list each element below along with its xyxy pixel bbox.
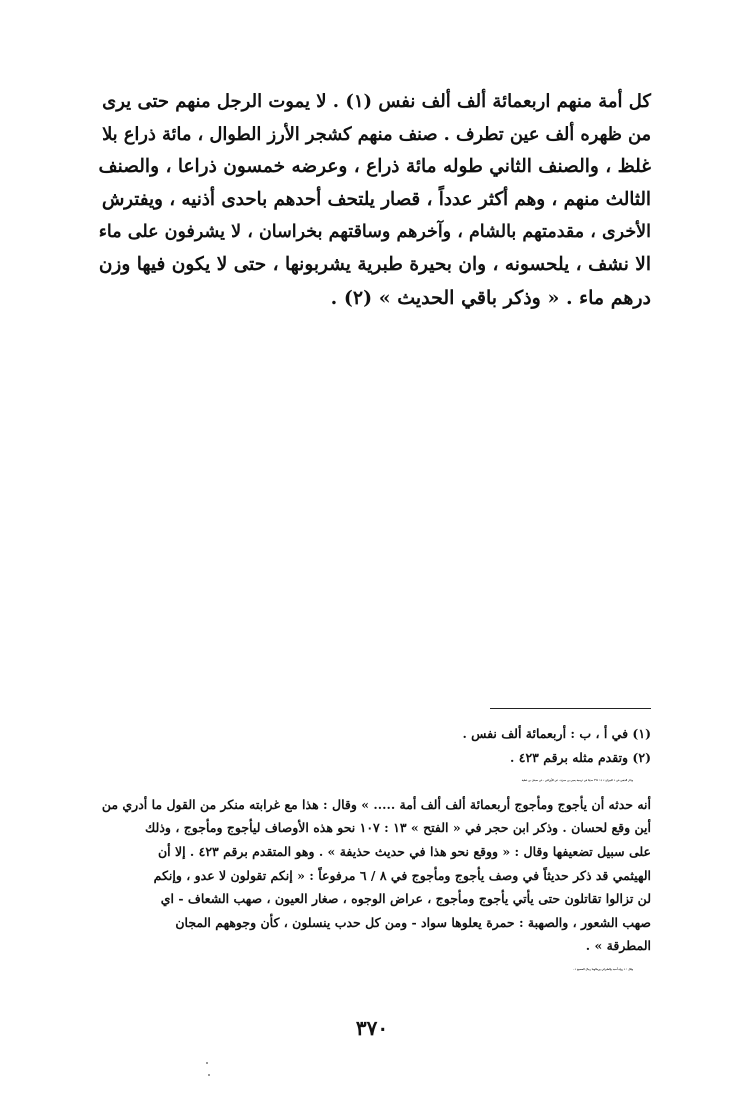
footnote-2-line: وقال : « رواه أحمد والطبراني ورجالهما رجال الصحيح » . bbox=[572, 967, 633, 971]
footnote-2-line: الهيثمي قد ذكر حديثاً في وصف يأجوج ومأجوج في ٨ / ٦ مرفوعاً : « إنكم تقولون لا عدو ، وإنكم bbox=[153, 867, 651, 883]
scan-speck bbox=[206, 1062, 208, 1064]
footnote-2-line: أين وقع لحسان . وذكر ابن حجر في « الفتح » ١٣ : ١٠٧ نحو هذه الأوصاف ليأجوج ومأجوج ، وذلك bbox=[145, 820, 651, 836]
footnote-2-line: على سبيل تضعيفها وقال : « ووقع نحو هذا في حديث حذيفة » . وهو المتقدم برقم ٤٢٣ . إلا أن bbox=[157, 843, 651, 859]
footnote-2-line: المطرقة » . bbox=[585, 938, 651, 954]
footnote-2-line: لن تزالوا تقاتلون حتى يأتي يأجوج ومأجوج ، عراض الوجوه ، صغار العيون ، صهب الشعاف - اي bbox=[160, 891, 651, 907]
footnote-2-line: صهب الشعور ، والصهبة : حمرة يعلوها سواد - ومن كل حدب ينسلون ، كأن وجوههم المجان bbox=[175, 914, 651, 930]
footnote-2-line: وذكر الذهبي في « الميزان » ٤ : ٣٦٩ حديثا في ترجمة يحيى بن حمزة ، عن الأوزاعي ، عن حسان بن عطية bbox=[521, 779, 633, 783]
main-text-line: الا نشف ، يلحسونه ، وان بحيرة طبرية يشربونها ، حتى لا يكون فيها وزن bbox=[98, 253, 651, 275]
main-text-line: من ظهره ألف عين تطرف . صنف منهم كشجر الأرز الطوال ، مائة ذراع بلا bbox=[102, 123, 651, 145]
footnote-separator bbox=[490, 708, 651, 709]
main-text-line: كل أمة منهم اربعمائة ألف ألف نفس (١) . لا يموت الرجل منهم حتى يرى bbox=[102, 91, 651, 112]
main-text-line: غلظ ، والصنف الثاني طوله مائة ذراع ، وعرضه خمسون ذراعا ، والصنف bbox=[98, 156, 651, 178]
main-text-block bbox=[96, 86, 651, 314]
page-number: ٣٧٠ bbox=[355, 1016, 389, 1040]
scan-speck bbox=[208, 1074, 210, 1076]
footnotes-block bbox=[96, 722, 651, 982]
footnote-2-line: أنه حدثه أن يأجوج ومأجوج أربعمائة ألف ألف أمة ..... » وقال : هذا مع غرابته منكر من القول ما أدري من bbox=[101, 796, 651, 812]
main-text-line-last: درهم ماء . « وذكر باقي الحديث » (٢) . bbox=[330, 286, 651, 309]
footnote-2-heading: (٢) وتقدم مثله برقم ٤٢٣ . bbox=[510, 749, 651, 765]
main-text-line: الأخرى ، مقدمتهم بالشام ، وآخرهم وساقتهم بخراسان ، لا يشرفون على ماء bbox=[98, 222, 651, 243]
footnote-1: (١) في أ ، ب : أربعمائة ألف نفس . bbox=[462, 726, 651, 741]
main-text-line: الثالث منهم ، وهم أكثر عدداً ، قصار يلتحف أحدهم باحدى أذنيه ، ويفترش bbox=[101, 188, 651, 210]
